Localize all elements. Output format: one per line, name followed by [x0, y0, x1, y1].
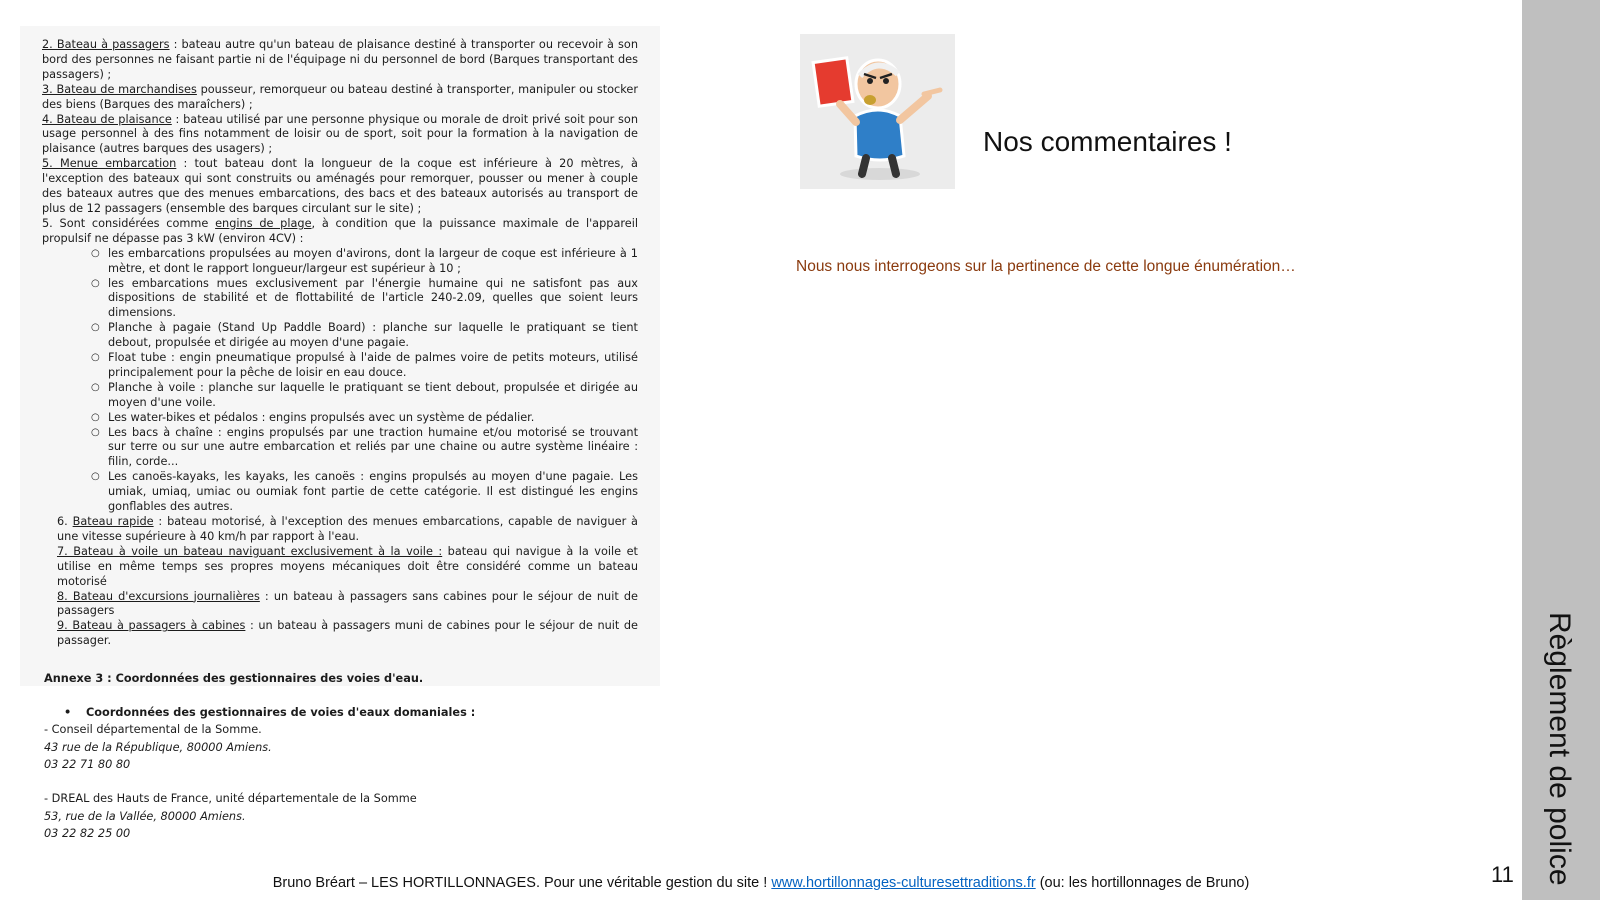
circle-bullet-icon: ○	[91, 381, 100, 393]
contact-address: 43 rue de la République, 80000 Amiens.	[44, 740, 272, 754]
list-item: ○ Planche à voile : planche sur laquelle le pratiquant se tient debout, propulsée et dirigée au moyen d'une voile.	[91, 380, 638, 409]
list-item: ○ Les water-bikes et pédalos : engins propulsés avec un système de pédalier.	[91, 410, 535, 424]
circle-bullet-icon: ○	[91, 352, 100, 364]
list-item: ○ Float tube : engin pneumatique propulsé à l'aide de palmes voire de petits moteurs, utilisé principalement pour la pêche de loisir en eau douce.	[91, 351, 638, 379]
bullet-icon: •	[64, 705, 72, 719]
page-number: 11	[1491, 862, 1514, 887]
paragraph-bateau-plaisance: 4. Bateau de plaisance : bateau utilisé par une personne physique ou morale de droit privé soit pour son usage personnel à des fins notamment de loisir ou de sport, soit pour la formation à la navigation de plaisance (autres barques des usagers) ;	[42, 112, 639, 156]
list-item: ○ Les bacs à chaîne : engins propulsés par une traction humaine et/ou motorisé se trouvant sur terre ou sur une autre embarcation et reliés par une chaine ou autre système linéaire : filin, corde...	[91, 425, 638, 469]
list-item: ○ Planche à pagaie (Stand Up Paddle Board) : planche sur laquelle le pratiquant se tient debout, propulsée et dirigée au moyen d'une pagaie.	[91, 321, 638, 350]
footer-suffix: (ou: les hortillonnages de Bruno)	[1035, 875, 1250, 891]
circle-bullet-icon: ○	[91, 426, 100, 438]
circle-bullet-icon: ○	[91, 277, 100, 289]
paragraph-menue-embarcation: 5. Menue embarcation : tout bateau dont la longueur de la coque est inférieure à 20 mètres, à l'exception des bateaux qui sont construits ou aménagés pour remorquer, pousser ou mener à couple des bateaux autres que des menues embarcations, des bacs et des bateaux autorisés au transport de plus de 12 passagers (ensemble des barques circulant sur le site) ;	[42, 157, 638, 215]
paragraph-bateau-cabines: 9. Bateau à passagers à cabines : un bateau à passagers muni de cabines pour le séjour de nuit de passager.	[57, 619, 639, 648]
contact-name: - DREAL des Hauts de France, unité départementale de la Somme	[44, 791, 417, 805]
comment-text: Nous nous interrogeons sur la pertinence de cette longue énumération…	[796, 258, 1296, 275]
paragraph-bateau-voile: 7. Bateau à voile un bateau naviguant exclusivement à la voile : bateau qui navigue à la voile et utilise en même temps ses propres moyens mécaniques doit être considéré comme un bateau motorisé	[57, 544, 638, 588]
sidebar-title: Règlement de police	[1543, 612, 1576, 886]
referee-cartoon-image	[800, 34, 955, 189]
referee-illustration	[800, 34, 955, 189]
annex-contacts	[44, 670, 644, 843]
footer	[0, 875, 1522, 891]
contact-name: - Conseil départemental de la Somme.	[44, 723, 262, 737]
paragraph-bateau-excursions: 8. Bateau d'excursions journalières : un bateau à passagers sans cabines pour le séjour de nuit de passagers	[57, 589, 638, 618]
scanned-document	[20, 26, 660, 868]
paragraph-bateau-marchandises: 3. Bateau de marchandises pousseur, remorqueur ou bateau destiné à transporter, manipuler ou stocker des biens (Barques des maraîchers) ;	[42, 82, 638, 111]
annex-title: Annexe 3 : Coordonnées des gestionnaires des voies d'eau.	[44, 672, 424, 685]
contact-address: 53, rue de la Vallée, 80000 Amiens.	[44, 809, 246, 823]
contact-phone: 03 22 71 80 80	[44, 758, 131, 772]
engins-list	[42, 247, 638, 515]
list-item: ○ Les canoës-kayaks, les kayaks, les canoës : engins propulsés au moyen d'une pagaie. Les umiak, umiaq, umiac ou oumiak font partie de cette catégorie. Il est distingué les engins gonflables des autres.	[91, 470, 638, 514]
paragraph-bateau-passagers: 2. Bateau à passagers : bateau autre qu'un bateau de plaisance destiné à transporter ou recevoir à son bord des personnes ne faisant partie ni de l'équipage ni du personnel de bord (Barques transportant des passagers) ;	[42, 38, 638, 81]
paragraph-bateau-rapide: 6. Bateau rapide : bateau motorisé, à l'exception des menues embarcations, capable de naviguer à une vitesse supérieure à 40 km/h par rapport à l'eau.	[57, 515, 638, 543]
circle-bullet-icon: ○	[91, 411, 100, 423]
list-item: ○ les embarcations mues exclusivement par l'énergie humaine qui ne satisfont pas aux dispositions de stabilité et de flottabilité de l'article 240-2.09, quelles que soient leurs dimensions.	[91, 276, 638, 320]
footer-website-link[interactable]: www.hortillonnages-culturesettraditions.fr	[771, 875, 1036, 891]
comment-title: Nos commentaires !	[983, 126, 1232, 157]
regulation-text	[42, 38, 638, 649]
list-item: ○ les embarcations propulsées au moyen d'avirons, dont la largeur de coque est inférieure à 1 mètre, et dont le rapport longueur/largeur est supérieur à 10 ;	[91, 246, 638, 275]
circle-bullet-icon: ○	[91, 322, 100, 334]
contact-phone: 03 22 82 25 00	[44, 827, 131, 841]
footer-credit: Bruno Bréart – LES HORTILLONNAGES. Pour une véritable gestion du site !	[272, 875, 772, 891]
paragraph-engins-de-plage: 5. Sont considérées comme engins de plage, à condition que la puissance maximale de l'appareil propulsif ne dépasse pas 3 kW (environ 4CV) :	[42, 216, 638, 245]
circle-bullet-icon: ○	[91, 247, 100, 259]
circle-bullet-icon: ○	[91, 471, 100, 483]
annex-subtitle: • Coordonnées des gestionnaires de voies d'eaux domaniales :	[44, 704, 644, 722]
